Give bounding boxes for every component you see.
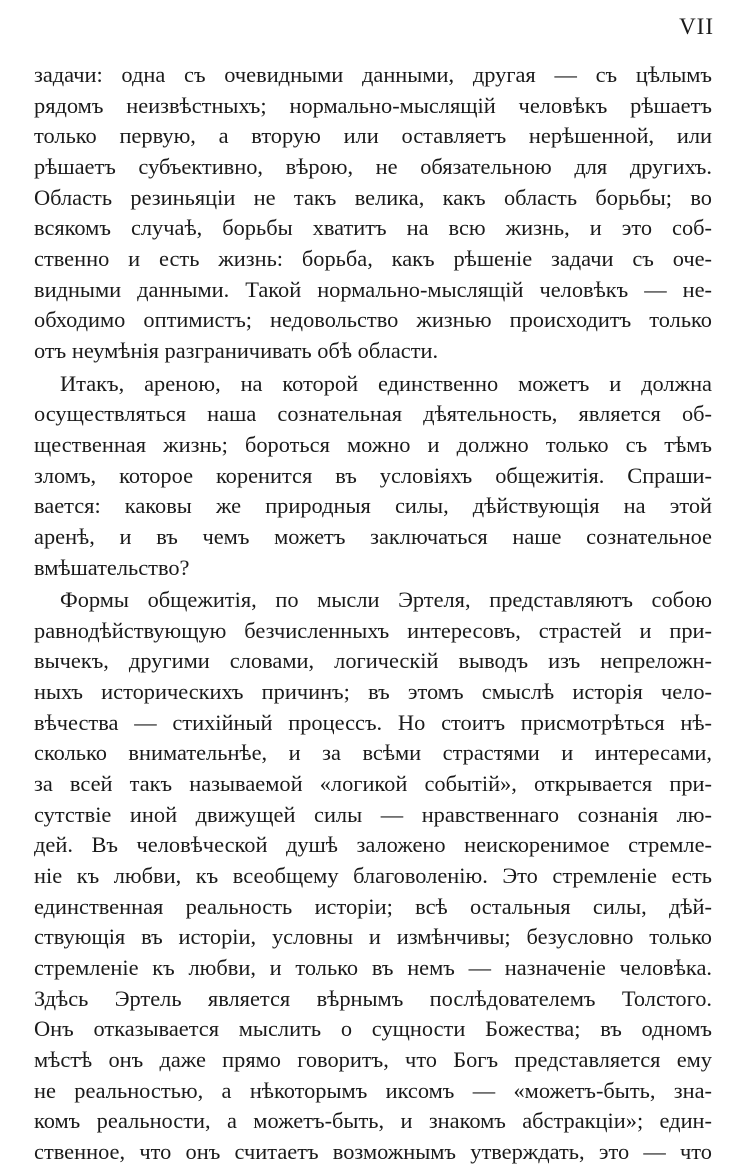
- text-line: вычекъ, другими словами, логическій выводъ изъ непреложн-: [34, 648, 712, 673]
- text-line: ніе къ любви, къ всеобщему благоволенію. Это стремленіе есть: [34, 863, 712, 888]
- text-line: отъ неумѣнія разграничивать обѣ области.: [34, 338, 439, 363]
- text-line: комъ реальности, а можетъ-быть, и знакомъ абстракціи»; един-: [34, 1108, 712, 1133]
- text-line: вмѣшательство?: [34, 555, 190, 580]
- text-line: видными данными. Такой нормально-мыслящій человѣкъ — не-: [34, 277, 712, 302]
- text-line: Формы общежитія, по мысли Эртеля, представляютъ собою: [60, 587, 712, 612]
- text-line: ственно и есть жизнь: борьба, какъ рѣшеніе задачи съ оче-: [34, 246, 712, 271]
- text-line: осуществляться наша сознательная дѣятельность, является об-: [34, 401, 712, 426]
- text-line: дей. Въ человѣческой душѣ заложено неискоренимое стремле-: [34, 832, 712, 857]
- text-line: ствующія въ исторіи, условны и измѣнчивы; безусловно только: [34, 924, 712, 949]
- text-line: ныхъ историческихъ причинъ; въ этомъ смыслѣ исторія чело-: [34, 679, 712, 704]
- text-line: всякомъ случаѣ, борьбы хватитъ на всю жизнь, и это соб-: [34, 215, 712, 240]
- text-line: только первую, а вторую или оставляетъ нерѣшенной, или: [34, 123, 712, 148]
- text-line: рядомъ неизвѣстныхъ; нормально-мыслящій человѣкъ рѣшаетъ: [34, 93, 712, 118]
- page-number: VII: [679, 14, 714, 39]
- text-line: Область резиньяціи не такъ велика, какъ область борьбы; во: [34, 185, 712, 210]
- text-line: зломъ, которое коренится въ условіяхъ общежитія. Спраши-: [34, 463, 712, 488]
- text-line: вѣчества — стихійный процессъ. Но стоитъ присмотрѣться нѣ-: [34, 710, 712, 735]
- text-line: вается: каковы же природныя силы, дѣйствующія на этой: [34, 493, 712, 518]
- text-line: не реальностью, а нѣкоторымъ иксомъ — «можетъ-быть, зна-: [34, 1078, 712, 1103]
- text-line: аренѣ, и въ чемъ можетъ заключаться наше сознательное: [34, 524, 712, 549]
- text-line: щественная жизнь; бороться можно и должно только съ тѣмъ: [34, 432, 712, 457]
- text-line: ственное, что онъ считаетъ возможнымъ утверждать, это — что: [34, 1139, 712, 1164]
- text-line: рѣшаетъ субъективно, вѣрою, не обязательною для другихъ.: [34, 154, 712, 179]
- text-line: единственная реальность исторіи; всѣ остальныя силы, дѣй-: [34, 894, 712, 919]
- text-line: мѣстѣ онъ даже прямо говоритъ, что Богъ представляется ему: [34, 1047, 712, 1072]
- text-line: сутствіе иной движущей силы — нравственнаго сознанія лю-: [34, 802, 712, 827]
- text-line: равнодѣйствующую безчисленныхъ интересовъ, страстей и при-: [34, 618, 712, 643]
- text-line: стремленіе къ любви, и только въ немъ — назначеніе человѣка.: [34, 955, 712, 980]
- text-line: за всей такъ называемой «логикой событій», открывается при-: [34, 771, 712, 796]
- text-line: сколько внимательнѣе, и за всѣми страстями и интересами,: [34, 740, 712, 765]
- text-line: Здѣсь Эртель является вѣрнымъ послѣдователемъ Толстого.: [34, 986, 712, 1011]
- text-line: Итакъ, ареною, на которой единственно можетъ и должна: [60, 371, 712, 396]
- text-line: обходимо оптимистъ; недовольство жизнью происходитъ только: [34, 307, 712, 332]
- text-line: задачи: одна съ очевидными данными, другая — съ цѣлымъ: [34, 62, 712, 87]
- text-line: Онъ отказывается мыслить о сущности Божества; въ одномъ: [34, 1016, 712, 1041]
